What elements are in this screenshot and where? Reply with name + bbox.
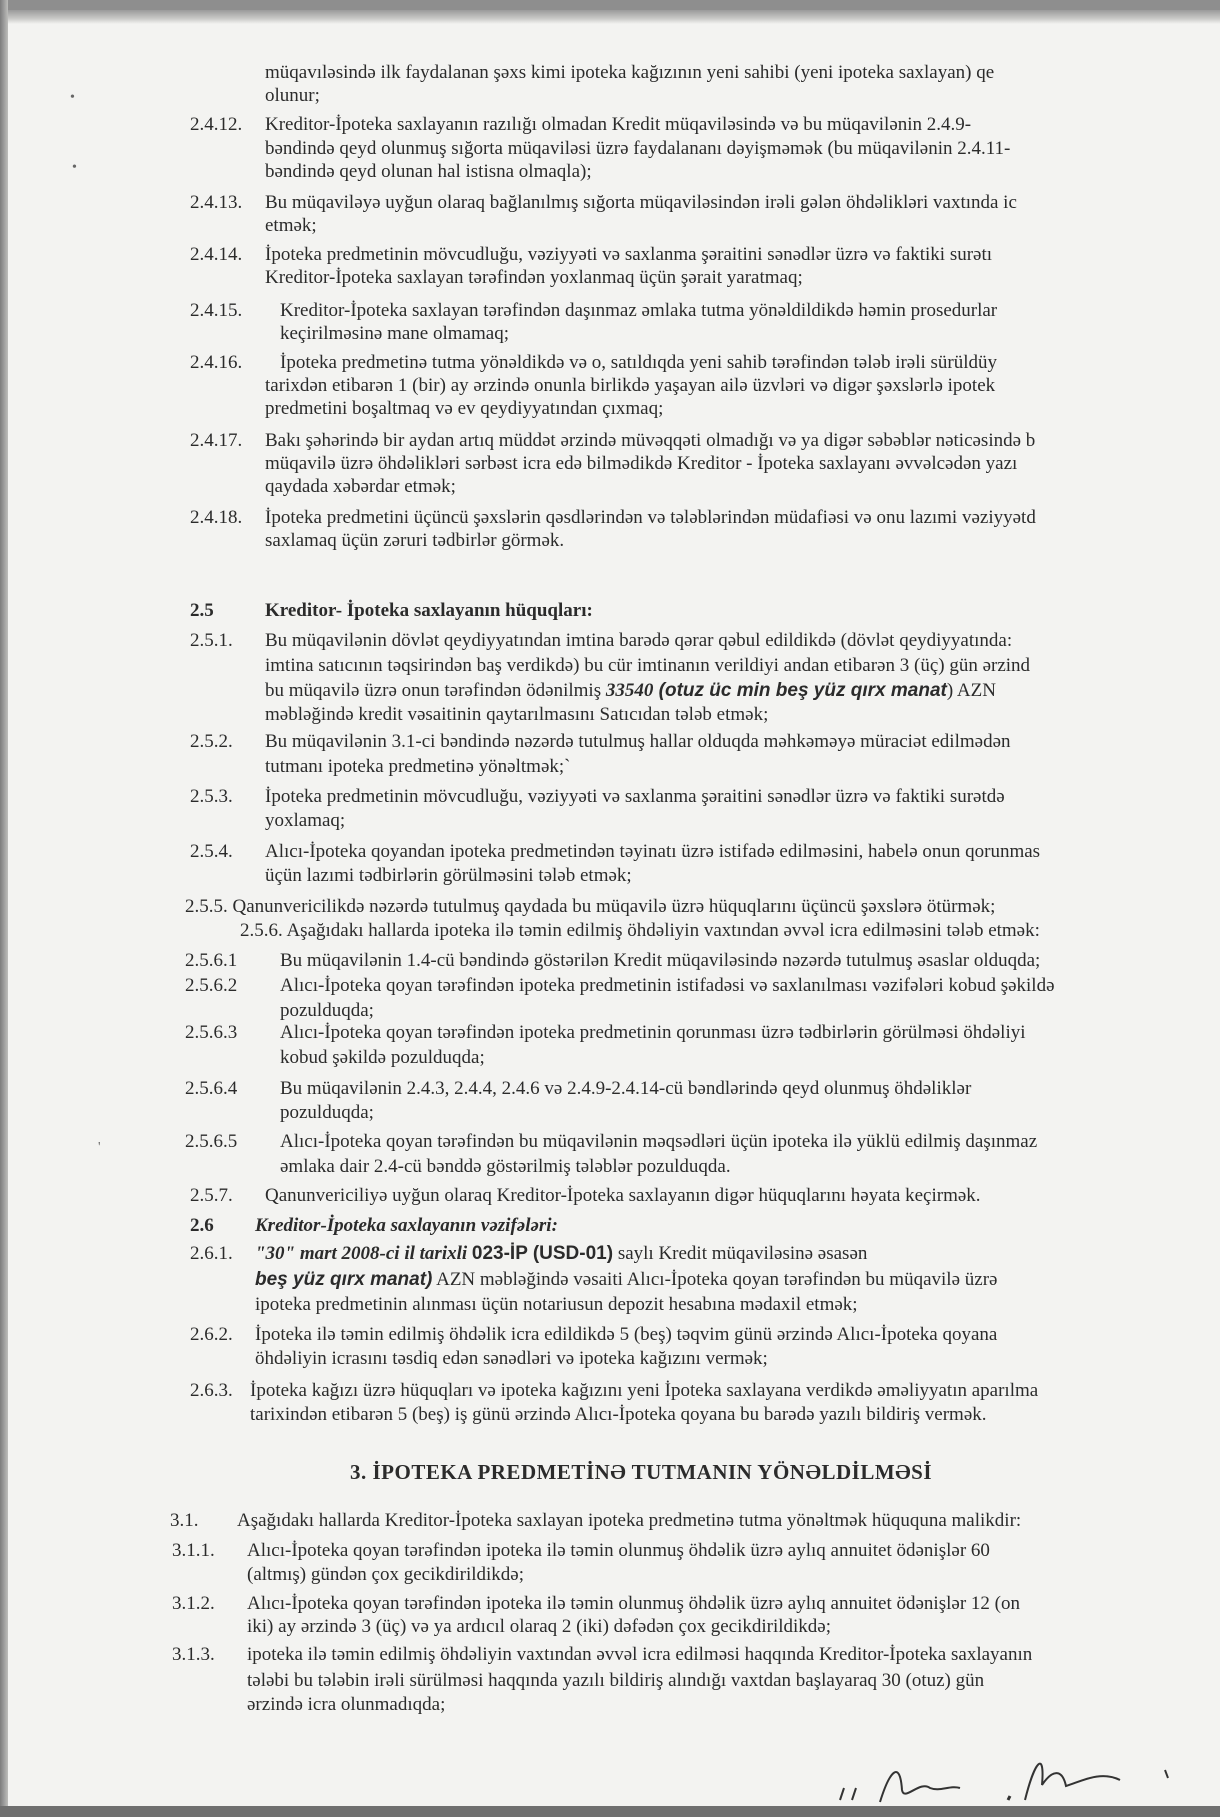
text-line: tutmanı ipoteka predmetinə yönəltmək;` xyxy=(265,756,571,777)
clause-number: 2.6.1. xyxy=(190,1243,233,1264)
text-line: Bu müqavilənin 2.4.3, 2.4.4, 2.4.6 və 2.4.9-2.4.14-cü bəndlərində qeyd olunmuş öhdəliklər xyxy=(280,1078,972,1099)
text-line: Alıcı-İpoteka qoyandan ipoteka predmetindən təyinatı üzrə istifadə edilməsini, habelə onun qorunmas xyxy=(265,841,1041,862)
text-line: İpoteka predmetinin mövcudluğu, vəziyyəti və saxlanma şəraitini sənədlər üzrə və faktiki surətı xyxy=(265,244,993,265)
text-line: bəndində qeyd olunan hal istisna olmaqla); xyxy=(265,161,592,182)
text-line: müqavıləsində ilk faydalanan şəxs kimi ipoteka kağızının yeni sahibi (yeni ipoteka saxlayan) qe xyxy=(265,62,995,83)
text-line: Aşağıdakı hallarda Kreditor-İpoteka saxlayan ipoteka predmetinə tutma yönəltmək hüququna malikdir: xyxy=(237,1510,1022,1531)
text-line: tarixindən etibarən 5 (beş) iş günü ərzində Alıcı-İpoteka qoyana bu barədə yazılı bildiriş vermək. xyxy=(250,1404,987,1425)
text-line: üçün lazımi tədbirlərin görülməsini tələb etmək; xyxy=(265,865,632,886)
text-line: Kreditor-İpoteka saxlayan tərəfindən yoxlanmaq üçün şərait yaratmaq; xyxy=(265,267,803,288)
text-line: Bu müqaviləyə uyğun olaraq bağlanılmış sığorta müqaviləsindən irəli gələn öhdəlikləri vaxtında ic xyxy=(265,192,1017,213)
text-line: tarixdən etibarən 1 (bir) ay ərzində onunla birlikdə yaşayan ailə üzvləri və digər şəxslərlə ipotek xyxy=(265,375,996,396)
text-line: Kreditor-İpoteka saxlayanın vəzifələri: xyxy=(255,1215,558,1236)
clause-number: 3.1. xyxy=(170,1510,199,1531)
clause-number: 3.1.3. xyxy=(172,1644,215,1665)
margin-dot: ' xyxy=(98,1140,101,1155)
text-line: məbləğində kredit vəsaitinin qaytarılmasını Satıcıdan tələb etmək; xyxy=(265,704,769,725)
text-line: bu müqavilə üzrə onun tərəfindən ödənilmiş 33540 (otuz üc min beş yüz qırx manat) AZN xyxy=(265,680,996,701)
text-line: Alıcı-İpoteka qoyan tərəfindən ipoteka ilə təmin olunmuş öhdəlik üzrə aylıq annuitet ödənişlər 12 (on xyxy=(247,1593,1020,1614)
clause-number: 2.4.16. xyxy=(190,352,243,373)
text-line: Kreditor- İpoteka saxlayanın hüquqları: xyxy=(265,600,593,621)
clause-number: 2.4.15. xyxy=(190,300,243,321)
text-line: qaydada xəbərdar etmək; xyxy=(265,476,456,497)
text-line: Kreditor-İpoteka saxlayanın razılığı olmadan Kredit müqaviləsində və bu müqavilənin 2.4.9- xyxy=(265,114,972,135)
text-line: Alıcı-İpoteka qoyan tərəfindən ipoteka predmetinin istifadəsi və saxlanılması vəzifələri kobud şəkildə xyxy=(280,975,1055,996)
clause-number: 2.4.17. xyxy=(190,430,243,451)
text-line: 2.5.5. Qanunvericilikdə nəzərdə tutulmuş qaydada bu müqavilə üzrə hüquqlarını üçüncü şəxslərə ötürmək; xyxy=(185,896,996,917)
text-line: Bakı şəhərində bir aydan artıq müddət ərzində müvəqqəti olmadığı və ya digər səbəblər nəticəsində b xyxy=(265,430,1036,451)
text-line: beş yüz qırx manat) AZN məbləğində vəsaiti Alıcı-İpoteka qoyan tərəfindən bu müqavilə üzrə xyxy=(255,1269,998,1290)
text-line: Bu müqavilənin dövlət qeydiyyatından imtina barədə qərar qəbul edildikdə (dövlət qeydiyyatında: xyxy=(265,630,1013,651)
page-left-edge xyxy=(0,0,8,1817)
clause-number: 2.5.6.5 xyxy=(185,1131,238,1152)
text-line: (altmış) gündən çox gecikdirildikdə; xyxy=(247,1564,525,1585)
text-line: İpoteka predmetinə tutma yönəldikdə və o, satıldıqda yeni sahib tərəfindən tələb irəli sürüldüy xyxy=(280,352,998,373)
text-line: saxlamaq üçün zəruri tədbirlər görmək. xyxy=(265,530,565,551)
clause-number: 2.5.6.1 xyxy=(185,950,238,971)
text-line: ipoteka ilə təmin edilmiş öhdəliyin vaxtından əvvəl icra edilməsi haqqında Kreditor-İpoteka saxlayanın xyxy=(247,1644,1033,1665)
text-line: kobud şəkildə pozulduqda; xyxy=(280,1047,485,1068)
text-line: İpoteka predmetini üçüncü şəxslərin qəsdlərindən və tələblərindən müdafiəsi və onu lazımi vəziyyətd xyxy=(265,507,1036,528)
clause-number: 2.5.1. xyxy=(190,630,233,651)
text-line: Qanunvericiliyə uyğun olaraq Kreditor-İpoteka saxlayanın digər hüquqlarını həyata keçirmək. xyxy=(265,1185,981,1206)
text-line: yoxlamaq; xyxy=(265,810,346,831)
text-line: Alıcı-İpoteka qoyan tərəfindən ipoteka predmetinin qorunması üzrə tədbirlərin görülməsi öhdəliyi xyxy=(280,1022,1026,1043)
text-line: İpoteka kağızı üzrə hüquqları və ipoteka kağızını yeni İpoteka saxlayana verdikdə əməliyyatın aparılma xyxy=(250,1380,1039,1401)
clause-number: 2.4.13. xyxy=(190,192,243,213)
text-line: tələbi bu tələbin irəli sürülməsi haqqında yazılı bildiriş alındığı vaxtdan başlayaraq 30 (otuz) gün xyxy=(247,1670,985,1691)
margin-dot: • xyxy=(72,160,77,175)
text-line: ipoteka predmetinin alınması üçün notariusun depozit hesabına mədaxil etmək; xyxy=(255,1294,858,1315)
clause-number: 2.4.12. xyxy=(190,114,243,135)
clause-number: 2.5.7. xyxy=(190,1185,233,1206)
signature-scribble xyxy=(830,1730,1190,1810)
document-page xyxy=(0,10,1220,1810)
section-heading: 3. İPOTEKA PREDMETİNƏ TUTMANIN YÖNƏLDİLMƏSİ xyxy=(350,1460,933,1484)
text-line: Bu müqavilənin 3.1-ci bəndində nəzərdə tutulmuş hallar olduqda məhkəməyə müraciət edilmədən xyxy=(265,731,1011,752)
text-line: Alıcı-İpoteka qoyan tərəfindən bu müqavilənin məqsədləri üçün ipoteka ilə yüklü edilmiş daşınmaz xyxy=(280,1131,1038,1152)
clause-number: 2.4.18. xyxy=(190,507,243,528)
text-line: İpoteka predmetinin mövcudluğu, vəziyyəti və saxlanma şəraitini sənədlər üzrə və faktiki surətdə xyxy=(265,786,1005,807)
text-line: imtina satıcının təqsirindən baş verdikdə) bu cür imtinanın verildiyi andan etibarən 3 (üç) gün ərzind xyxy=(265,655,1031,676)
clause-number: 2.4.14. xyxy=(190,244,243,265)
page-bottom-edge xyxy=(0,1806,1220,1817)
clause-number: 2.5.6.3 xyxy=(185,1022,238,1043)
margin-dot: • xyxy=(70,90,75,105)
text-line: ərzində icra olunmadıqda; xyxy=(247,1694,446,1715)
text-line: bəndində qeyd olunmuş sığorta müqaviləsi üzrə faydalananı dəyişməmək (bu müqavilənin 2.4.11- xyxy=(265,138,1011,159)
text-line: əmlaka dair 2.4-cü bənddə göstərilmiş tələblər pozulduqda. xyxy=(280,1156,731,1177)
text-line: Kreditor-İpoteka saxlayan tərəfindən daşınmaz əmlaka tutma yönəldildikdə həmin prosedurlar xyxy=(280,300,998,321)
clause-number: 2.5.3. xyxy=(190,786,233,807)
text-line: predmetini boşaltmaq və ev qeydiyyatından çıxmaq; xyxy=(265,398,664,419)
clause-number: 2.5.6.4 xyxy=(185,1078,238,1099)
text-line: olunur; xyxy=(265,85,320,106)
clause-number: 2.5.6.2 xyxy=(185,975,238,996)
clause-number: 2.5.4. xyxy=(190,841,233,862)
text-line: "30" mart 2008-ci il tarixli 023-İP (USD-01) saylı Kredit müqaviləsinə əsasən xyxy=(255,1243,868,1264)
text-line: Alıcı-İpoteka qoyan tərəfindən ipoteka ilə təmin olunmuş öhdəlik üzrə aylıq annuitet ödənişlər 60 xyxy=(247,1540,990,1561)
text-line: keçirilməsinə mane olmamaq; xyxy=(280,323,509,344)
clause-number: 2.5.2. xyxy=(190,731,233,752)
text-line: Bu müqavilənin 1.4-cü bəndində göstərilən Kredit müqaviləsində nəzərdə tutulmuş əsaslar olduqda; xyxy=(280,950,1041,971)
clause-number: 2.6.2. xyxy=(190,1324,233,1345)
clause-number: 3.1.1. xyxy=(172,1540,215,1561)
clause-number: 2.6.3. xyxy=(190,1380,233,1401)
clause-number: 2.5 xyxy=(190,600,214,621)
text-line: etmək; xyxy=(265,215,317,236)
text-line: pozulduqda; xyxy=(280,1102,374,1123)
clause-number: 2.6 xyxy=(190,1215,214,1236)
text-line: iki) ay ərzində 3 (üç) və ya ardıcıl olaraq 2 (iki) dəfədən çox gecikdirildikdə; xyxy=(247,1616,831,1637)
clause-number: 3.1.2. xyxy=(172,1593,215,1614)
text-line: müqavilə üzrə öhdəlikləri sərbəst icra edə bilmədikdə Kreditor - İpoteka saxlayanı əvvəlcədən yazı xyxy=(265,453,1018,474)
text-line: öhdəliyin icrasını təsdiq edən sənədləri və ipoteka kağızını vermək; xyxy=(255,1348,768,1369)
text-line: 2.5.6. Aşağıdakı hallarda ipoteka ilə təmin edilmiş öhdəliyin vaxtından əvvəl icra edilməsini tələb etmək: xyxy=(240,920,1040,941)
text-line: pozulduqda; xyxy=(280,1000,374,1021)
text-line: İpoteka ilə təmin edilmiş öhdəlik icra edildikdə 5 (beş) təqvim günü ərzində Alıcı-İpoteka qoyana xyxy=(255,1324,998,1345)
page-top-edge xyxy=(0,10,1220,24)
